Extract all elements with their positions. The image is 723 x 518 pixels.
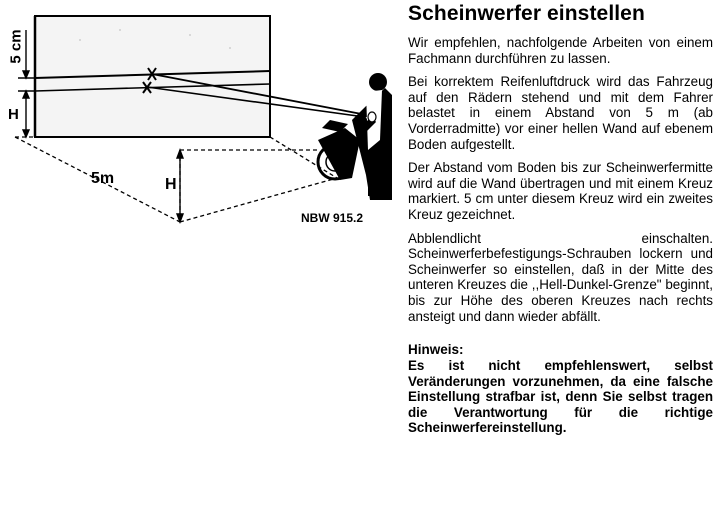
marking-paragraph: Der Abstand vom Boden bis zur Scheinwerfermitte wird auf die Wand übertragen und mit einem Kreuz markiert. 5 cm unter diesem Kreuz wird ein zweites Kreuz gezeichnet. xyxy=(408,160,713,222)
label-5cm: 5 cm xyxy=(7,29,25,64)
label-h-wall: H xyxy=(8,106,19,123)
setup-paragraph: Bei korrektem Reifenluftdruck wird das Fahrzeug auf den Rädern stehend und mit dem Fahrer belastet in einem Abstand von 5 m (ab Vorderradmitte) vor einer hellen Wand auf ebenem Boden aufgestellt. xyxy=(408,74,713,152)
page-title: Scheinwerfer einstellen xyxy=(408,2,645,25)
dimension-h-bike xyxy=(177,150,183,222)
label-h-bike: H xyxy=(165,176,177,193)
note-body: Es ist nicht empfehlenswert, selbst Veränderungen vorzunehmen, da eine falsche Einstellung strafbar ist, denn Sie selbst tragen die Verantwortung für die richtige Scheinwerfereinstellung. xyxy=(408,358,713,436)
intro-paragraph: Wir empfehlen, nachfolgende Arbeiten von einem Fachmann durchführen zu lassen. xyxy=(408,35,713,66)
diagram-drawing xyxy=(0,0,395,235)
article xyxy=(408,0,713,436)
adjustment-paragraph: Abblendlicht einschalten. Scheinwerferbefestigungs-Schrauben lockern und Scheinwerfer so einstellen, daß in der Mitte des unteren Kreuzes die ,,Hell-Dunkel-Grenze" beginnt, bis zur Höhe des oberen Kreuzes nach rechts ansteigt und dann wieder abfällt. xyxy=(408,230,713,324)
label-5m: 5m xyxy=(91,170,115,187)
motorcycle-with-rider xyxy=(318,73,392,200)
headlight-adjustment-diagram xyxy=(0,0,395,235)
figure-number: NBW 915.2 xyxy=(301,211,364,225)
note-title: Hinweis: xyxy=(408,342,464,358)
